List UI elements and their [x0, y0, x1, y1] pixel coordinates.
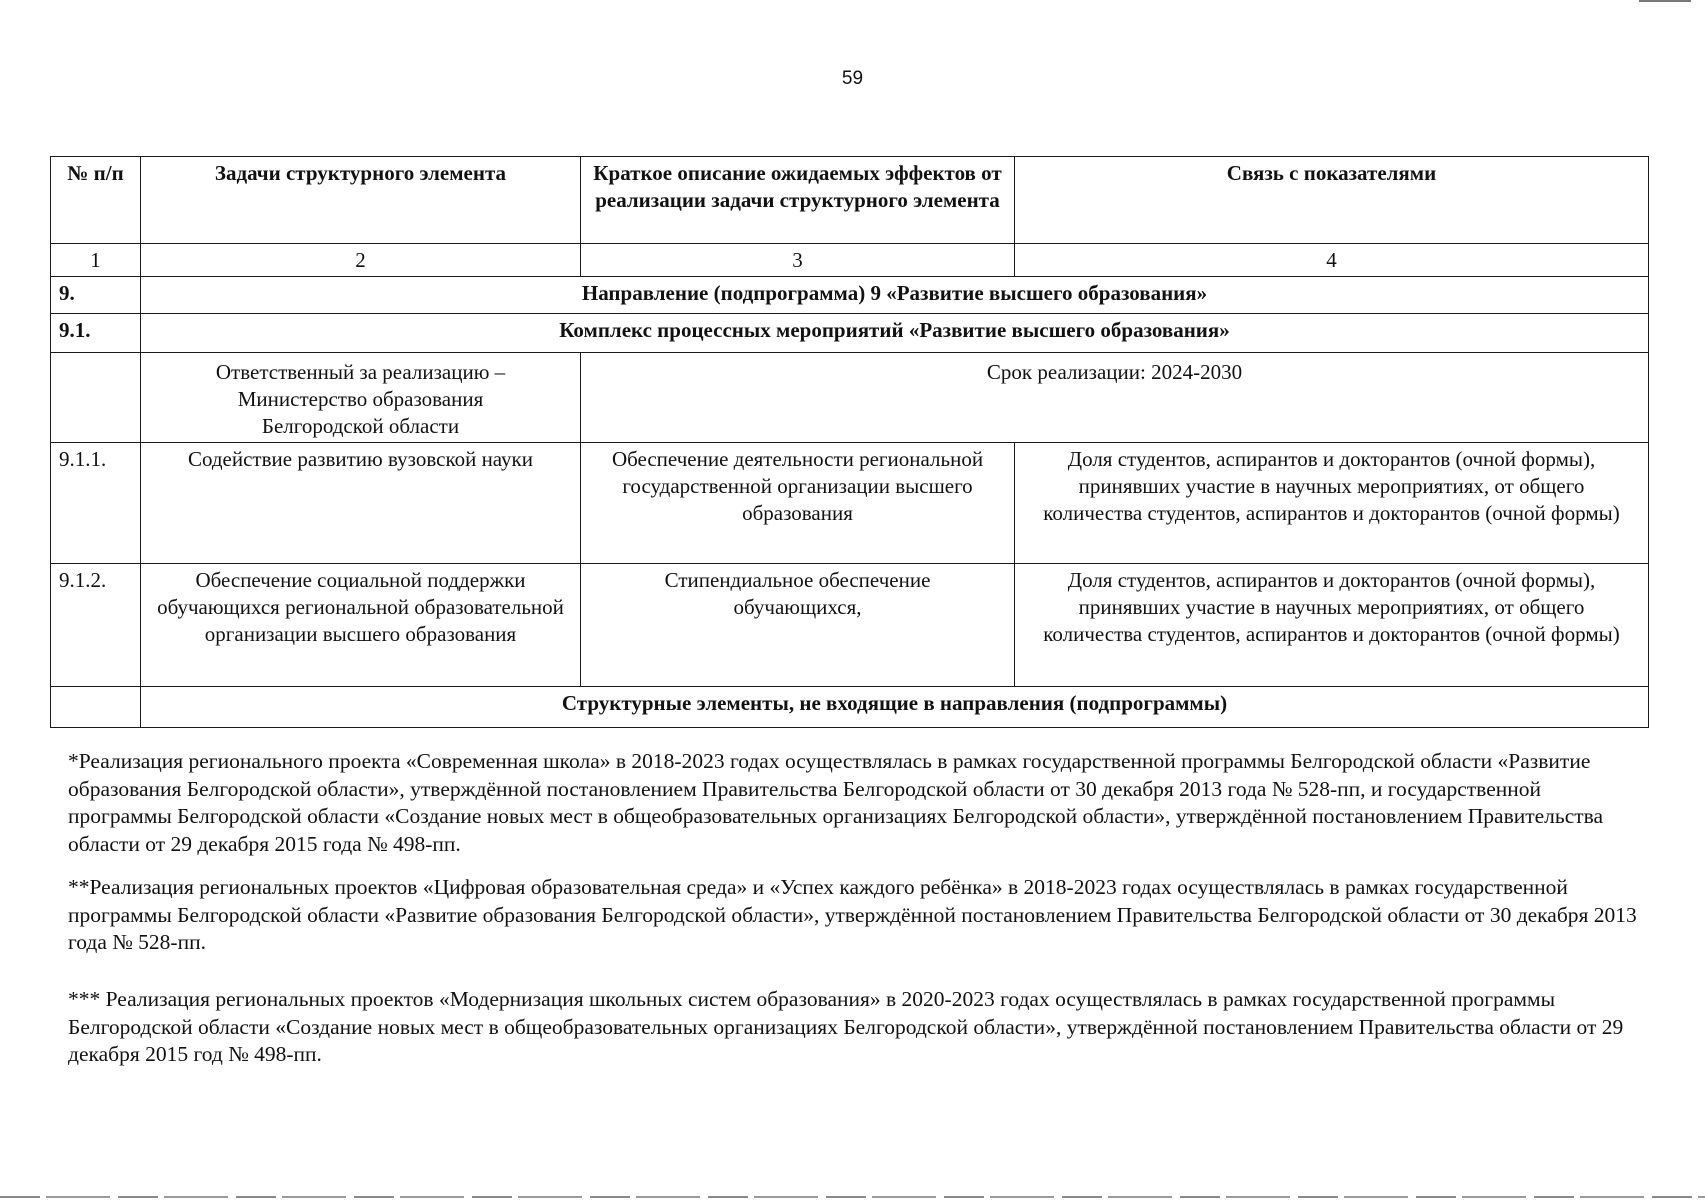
- complex-row: [51, 314, 1649, 353]
- header-indicators: Связь с показателями: [1015, 157, 1649, 244]
- column-number: 4: [1015, 244, 1649, 277]
- row-number: 9.1.2.: [51, 564, 141, 687]
- direction-number: 9.: [51, 277, 141, 314]
- responsible-row: [51, 353, 1649, 443]
- scan-bottom-edge: [0, 1196, 1705, 1198]
- footnote-2: **Реализация региональных проектов «Цифровая образовательная среда» и «Успех каждого ребёнка» в 2018-2023 годах осуществлялась в рамках государственной программы Белгородской области «Развитие образования Белгородской области», утверждённой постановлением Правительства Белгородской области от 30 декабря 2013 года № 528-пп.: [68, 875, 1637, 954]
- row-effect: Стипендиальное обеспечение обучающихся,: [581, 564, 1015, 687]
- implementation-term: Срок реализации: 2024-2030: [581, 353, 1649, 443]
- row-number: 9.1.1.: [51, 443, 141, 564]
- responsible-text: Ответственный за реализацию – Министерство образования Белгородской области: [141, 353, 581, 443]
- table-row: [51, 443, 1649, 564]
- complex-number: 9.1.: [51, 314, 141, 353]
- header-tasks: Задачи структурного элемента: [141, 157, 581, 244]
- structural-elements-row: [51, 687, 1649, 728]
- direction-row: [51, 277, 1649, 314]
- row-indicator: Доля студентов, аспирантов и докторантов (очной формы), принявших участие в научных мероприятиях, от общего количества студентов, аспирантов и докторантов (очной формы): [1015, 564, 1649, 687]
- structural-elements-title: Структурные элементы, не входящие в направления (подпрограммы): [141, 687, 1649, 728]
- column-number: 3: [581, 244, 1015, 277]
- column-number: 1: [51, 244, 141, 277]
- direction-title: Направление (подпрограмма) 9 «Развитие высшего образования»: [141, 277, 1649, 314]
- row-task: Содействие развитию вузовской науки: [141, 443, 581, 564]
- empty-cell: [51, 353, 141, 443]
- row-task: Обеспечение социальной поддержки обучающихся региональной образовательной организации высшего образования: [141, 564, 581, 687]
- table-header-row: [51, 157, 1649, 244]
- empty-cell: [51, 687, 141, 728]
- column-numbers-row: [51, 244, 1649, 277]
- complex-title: Комплекс процессных мероприятий «Развитие высшего образования»: [141, 314, 1649, 353]
- structural-elements-table: [50, 156, 1649, 728]
- scan-corner-mark: [1639, 0, 1691, 2]
- footnote-3: *** Реализация региональных проектов «Модернизация школьных систем образования» в 2020-2023 годах осуществлялась в рамках государственной программы Белгородской области «Создание новых мест в общеобразовательных организациях Белгородской области», утверждённой постановлением Правительства области от 29 декабря 2015 год № 498-пп.: [68, 987, 1624, 1066]
- header-effects: Краткое описание ожидаемых эффектов от реализации задачи структурного элемента: [581, 157, 1015, 244]
- row-indicator: Доля студентов, аспирантов и докторантов (очной формы), принявших участие в научных мероприятиях, от общего количества студентов, аспирантов и докторантов (очной формы): [1015, 443, 1649, 564]
- footnote-1: *Реализация регионального проекта «Современная школа» в 2018-2023 годах осуществлялась в рамках государственной программы Белгородской области «Развитие образования Белгородской области», утверждённой постановлением Правительства Белгородской области от 30 декабря 2013 года № 528-пп, и государственной программы Белгородской области «Создание новых мест в общеобразовательных организациях Белгородской области», утверждённой постановлением Правительства области от 29 декабря 2015 года № 498-пп.: [68, 749, 1604, 856]
- page-number: 59: [841, 68, 864, 89]
- row-effect: Обеспечение деятельности региональной государственной организации высшего образования: [581, 443, 1015, 564]
- header-number: № п/п: [51, 157, 141, 244]
- table-row: [51, 564, 1649, 687]
- column-number: 2: [141, 244, 581, 277]
